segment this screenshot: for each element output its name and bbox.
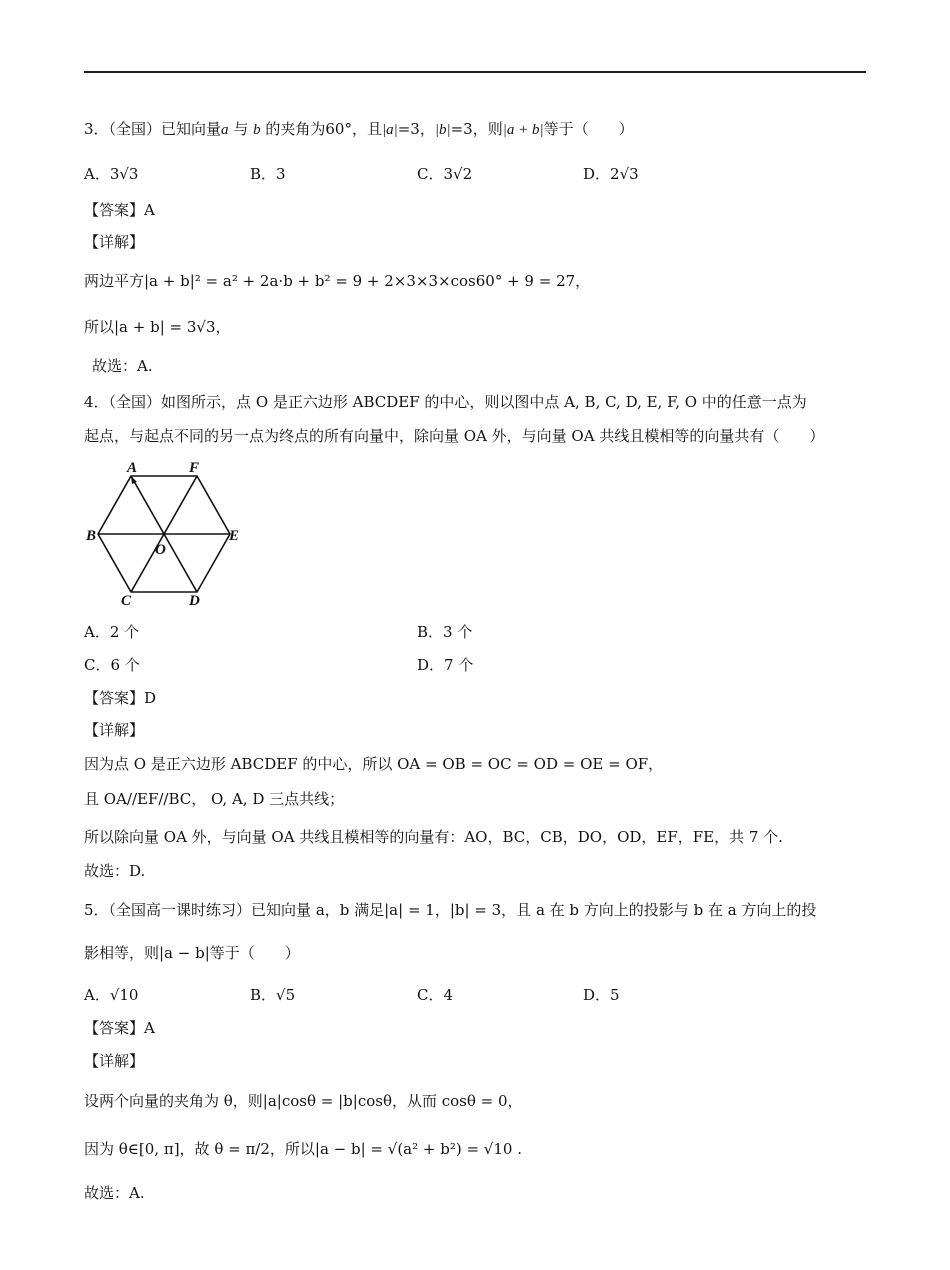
- q4-solution-line-4: 故选：D.: [84, 862, 146, 880]
- vector-b: b: [253, 122, 261, 138]
- q4-option-a: A．2 个: [84, 623, 140, 641]
- q5-solution-line-3: 故选：A.: [84, 1184, 145, 1202]
- q5-option-b: B．√5: [250, 986, 296, 1004]
- hexagon-lines: [98, 476, 230, 592]
- q3-solution-line-2: 所以|a + b| = 3√3，: [84, 318, 231, 336]
- q4-stem-line-1: 4．（全国）如图所示，点 O 是正六边形 ABCDEF 的中心，则以图中点 A, B, C, D, E, F, O 中的任意一点为: [84, 393, 807, 411]
- q3-option-d: D．2√3: [583, 165, 639, 183]
- q5-solution-line-1: 设两个向量的夹角为 θ，则|a|cosθ = |b|cosθ，从而 cosθ = 0，: [84, 1092, 523, 1110]
- q5-option-c: C．4: [417, 986, 454, 1004]
- header-rule: [84, 71, 866, 73]
- q3-stem-part: =3，: [397, 120, 435, 138]
- label-a: A: [127, 460, 138, 476]
- arrowhead-oa: [131, 476, 137, 484]
- q3-stem-part: =3，则: [450, 120, 503, 138]
- q3-option-b: B．3: [250, 165, 286, 183]
- q5-detail-heading: 【详解】: [84, 1052, 145, 1070]
- vector-a: a: [221, 122, 229, 138]
- label-e: E: [229, 528, 240, 544]
- q3-detail-heading: 【详解】: [84, 233, 145, 251]
- q4-solution-line-1: 因为点 O 是正六边形 ABCDEF 的中心，所以 OA = OB = OC = OD = OE = OF，: [84, 755, 664, 773]
- label-f: F: [189, 460, 200, 476]
- q4-option-c: C．6 个: [84, 656, 140, 674]
- q5-solution-line-2: 因为 θ∈[0, π]，故 θ = π/2，所以|a − b| = √(a² + b²) = √10 .: [84, 1140, 522, 1158]
- abs-b: |b|: [434, 122, 451, 138]
- q3-stem-part: 3．（全国）已知向量: [84, 120, 222, 138]
- q5-stem-line-1: 5．（全国高一课时练习）已知向量 a，b 满足|a| = 1，|b| = 3，且 a 在 b 方向上的投影与 b 在 a 方向上的投: [84, 901, 817, 919]
- q4-solution-line-2: 且 OA//EF//BC， O, A, D 三点共线；: [84, 790, 345, 808]
- hexagon-figure: [84, 458, 254, 608]
- q3-option-a: A．3√3: [84, 165, 139, 183]
- q4-solution-line-3: 所以除向量 OA 外，与向量 OA 共线且模相等的向量有：AO，BC，CB，DO，OD，EF，FE，共 7 个.: [84, 828, 783, 846]
- q3-stem-part: 等于（ ）: [543, 120, 634, 138]
- q5-option-a: A．√10: [84, 986, 139, 1004]
- abs-a: |a|: [381, 122, 398, 138]
- q3-solution-line-3: 故选：A.: [92, 357, 153, 375]
- q3-stem-part: 的夹角为60°，且: [260, 120, 382, 138]
- label-b: B: [86, 528, 97, 544]
- q4-option-d: D．7 个: [417, 656, 474, 674]
- q4-stem-line-2: 起点，与起点不同的另一点为终点的所有向量中，除向量 OA 外，与向量 OA 共线且模相等的向量共有（ ）: [84, 427, 825, 445]
- q3-stem: [84, 118, 634, 141]
- q4-answer: 【答案】D: [84, 689, 157, 707]
- q5-option-d: D．5: [583, 986, 620, 1004]
- label-c: C: [121, 593, 132, 608]
- q3-answer: 【答案】A: [84, 201, 155, 219]
- q3-option-c: C．3√2: [417, 165, 473, 183]
- label-o: O: [155, 542, 166, 558]
- q4-option-b: B．3 个: [417, 623, 473, 641]
- q5-answer: 【答案】A: [84, 1019, 155, 1037]
- q5-stem-line-2: 影相等，则|a − b|等于（ ）: [84, 944, 300, 962]
- q4-detail-heading: 【详解】: [84, 721, 145, 739]
- abs-sum: |a + b|: [502, 122, 544, 138]
- q3-solution-line-1: 两边平方|a + b|² = a² + 2a·b + b² = 9 + 2×3×3×cos60° + 9 = 27，: [84, 272, 591, 290]
- q3-stem-part: 与: [228, 120, 254, 138]
- label-d: D: [189, 593, 200, 608]
